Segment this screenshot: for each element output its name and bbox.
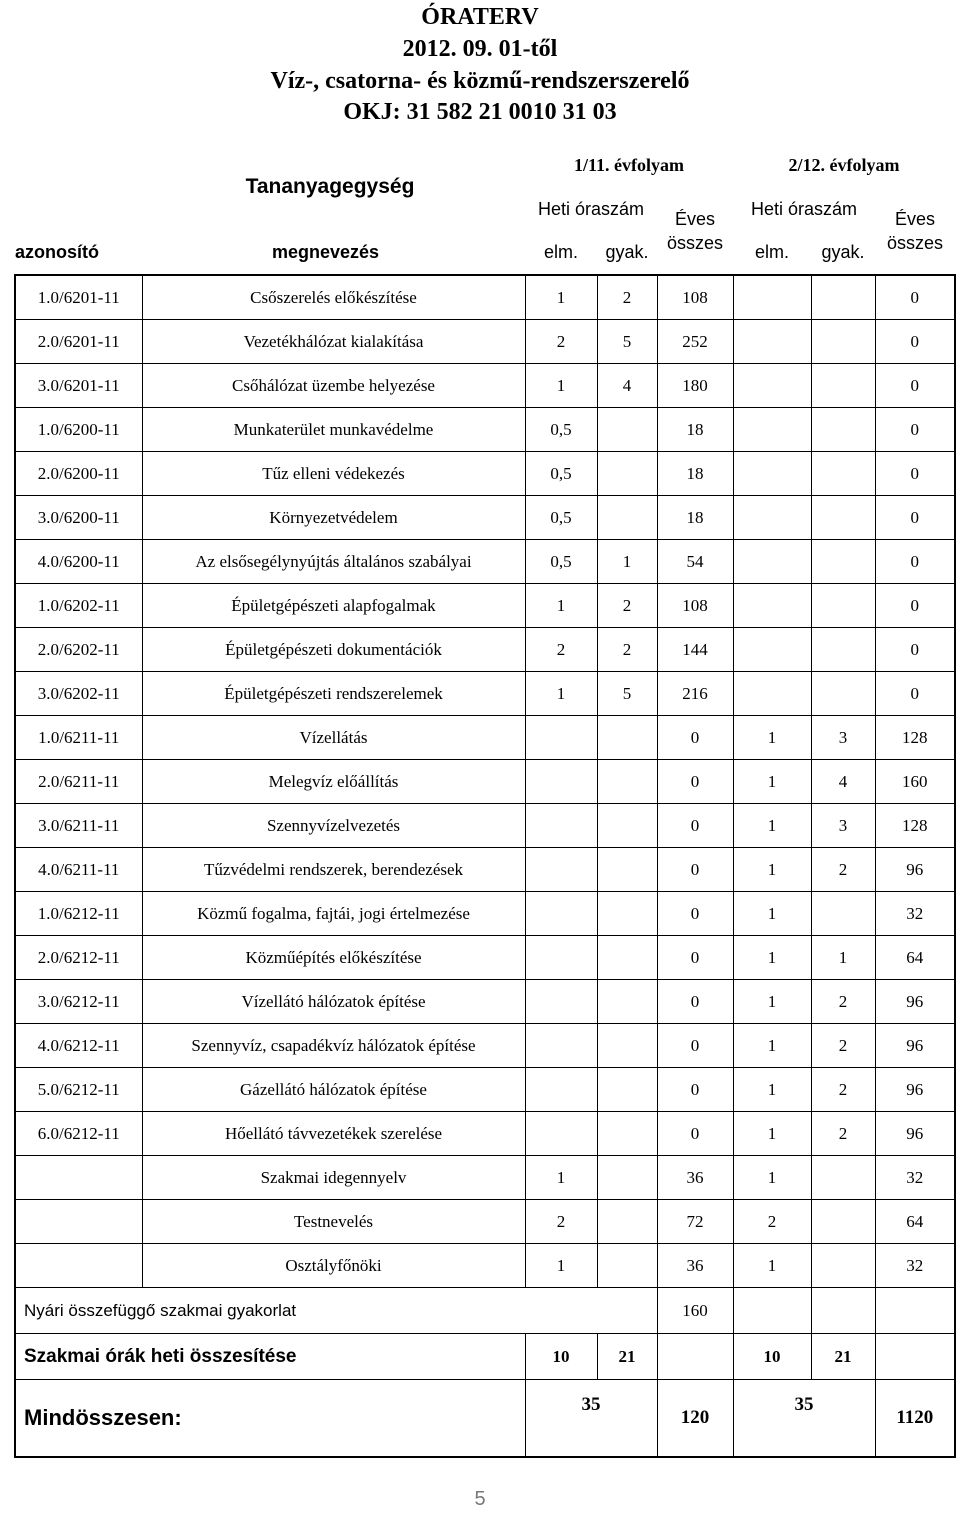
- row-elm2: [733, 320, 811, 364]
- row-gyak1: 2: [597, 628, 657, 672]
- row-gyak2: [811, 452, 875, 496]
- row-elm1: [525, 804, 597, 848]
- row-elm2: [733, 452, 811, 496]
- summer-label: Nyári összefüggő szakmai gyakorlat: [15, 1288, 657, 1334]
- row-code: 1.0/6211-11: [15, 716, 142, 760]
- header-azonosito: azonosító: [15, 231, 142, 275]
- row-eves2: 128: [875, 716, 955, 760]
- row-eves1: 0: [657, 760, 733, 804]
- row-eves2: 0: [875, 628, 955, 672]
- table-row: [15, 1200, 955, 1244]
- table-row: [15, 1068, 955, 1112]
- row-gyak2: 3: [811, 804, 875, 848]
- row-elm1: [525, 980, 597, 1024]
- row-gyak2: [811, 1156, 875, 1200]
- weekly-eves1: [657, 1334, 733, 1380]
- document-date: 2012. 09. 01-től: [402, 36, 558, 62]
- document-title: ÓRATERV: [421, 4, 539, 30]
- table-row: [15, 496, 955, 540]
- row-code: 1.0/6201-11: [15, 275, 142, 320]
- row-code: 3.0/6201-11: [15, 364, 142, 408]
- row-eves1: 0: [657, 892, 733, 936]
- row-elm1: [525, 760, 597, 804]
- row-code: 3.0/6211-11: [15, 804, 142, 848]
- total-heti2: 35: [733, 1380, 875, 1458]
- document-okj: OKJ: 31 582 21 0010 31 03: [343, 99, 617, 125]
- row-gyak2: 1: [811, 936, 875, 980]
- row-code: 4.0/6200-11: [15, 540, 142, 584]
- row-elm2: 2: [733, 1200, 811, 1244]
- row-code: 1.0/6200-11: [15, 408, 142, 452]
- row-elm1: [525, 1068, 597, 1112]
- row-gyak1: [597, 848, 657, 892]
- row-gyak2: [811, 1244, 875, 1288]
- row-name: Csőhálózat üzembe helyezése: [142, 364, 525, 408]
- row-gyak1: [597, 1200, 657, 1244]
- row-gyak1: [597, 1068, 657, 1112]
- row-eves2: 0: [875, 364, 955, 408]
- table-row: [15, 804, 955, 848]
- row-gyak2: [811, 275, 875, 320]
- row-code: 2.0/6200-11: [15, 452, 142, 496]
- row-elm1: [525, 1112, 597, 1156]
- row-elm2: [733, 364, 811, 408]
- row-name: Gázellátó hálózatok építése: [142, 1068, 525, 1112]
- row-eves1: 36: [657, 1156, 733, 1200]
- table-row: [15, 760, 955, 804]
- header-year2: 2/12. évfolyam: [788, 154, 900, 175]
- row-name: Közműépítés előkészítése: [142, 936, 525, 980]
- row-elm1: [525, 848, 597, 892]
- row-elm1: 1: [525, 584, 597, 628]
- row-eves2: 32: [875, 1244, 955, 1288]
- row-code: 5.0/6212-11: [15, 1068, 142, 1112]
- row-eves2: 32: [875, 892, 955, 936]
- row-elm2: 1: [733, 848, 811, 892]
- row-elm1: 0,5: [525, 496, 597, 540]
- table-row: [15, 320, 955, 364]
- row-code: 4.0/6211-11: [15, 848, 142, 892]
- row-gyak1: [597, 452, 657, 496]
- row-name: Közmű fogalma, fajtái, jogi értelmezése: [142, 892, 525, 936]
- header-gyak2: gyak.: [811, 231, 875, 275]
- row-eves1: 36: [657, 1244, 733, 1288]
- row-gyak2: 2: [811, 980, 875, 1024]
- row-eves2: 128: [875, 804, 955, 848]
- row-eves2: 32: [875, 1156, 955, 1200]
- row-gyak1: [597, 892, 657, 936]
- header-heti2: Heti óraszám: [751, 199, 858, 219]
- row-elm2: [733, 540, 811, 584]
- row-code: [15, 1244, 142, 1288]
- row-elm2: 1: [733, 936, 811, 980]
- row-name: Vízellátó hálózatok építése: [142, 980, 525, 1024]
- row-gyak1: [597, 760, 657, 804]
- table-row: [15, 672, 955, 716]
- row-eves2: 64: [875, 936, 955, 980]
- row-name: Melegvíz előállítás: [142, 760, 525, 804]
- row-eves2: 0: [875, 584, 955, 628]
- table-row: [15, 1244, 955, 1288]
- row-eves2: 0: [875, 540, 955, 584]
- row-gyak1: [597, 980, 657, 1024]
- row-eves1: 0: [657, 1024, 733, 1068]
- row-elm2: [733, 275, 811, 320]
- row-name: Vízellátás: [142, 716, 525, 760]
- table-row: [15, 1156, 955, 1200]
- curriculum-table: [14, 142, 956, 1458]
- row-eves1: 0: [657, 848, 733, 892]
- header-gyak1: gyak.: [597, 231, 657, 275]
- row-gyak1: 1: [597, 540, 657, 584]
- weekly-gyak1: 21: [597, 1334, 657, 1380]
- row-gyak1: [597, 1024, 657, 1068]
- row-gyak2: [811, 1200, 875, 1244]
- row-eves2: 0: [875, 672, 955, 716]
- total-heti1: 35: [525, 1380, 657, 1458]
- row-eves2: 0: [875, 452, 955, 496]
- header-megnevezes: megnevezés: [142, 231, 525, 275]
- row-eves2: 0: [875, 496, 955, 540]
- row-eves1: 108: [657, 275, 733, 320]
- table-row: [15, 628, 955, 672]
- row-elm1: [525, 716, 597, 760]
- table-row: [15, 936, 955, 980]
- row-elm2: [733, 496, 811, 540]
- document-profession: Víz-, csatorna- és közmű-rendszerszerelő: [270, 68, 690, 94]
- row-elm2: 1: [733, 804, 811, 848]
- row-gyak1: [597, 1112, 657, 1156]
- row-elm2: 1: [733, 760, 811, 804]
- row-eves1: 0: [657, 804, 733, 848]
- row-gyak2: [811, 584, 875, 628]
- row-elm2: 1: [733, 1156, 811, 1200]
- row-elm2: [733, 584, 811, 628]
- row-gyak2: [811, 320, 875, 364]
- row-eves1: 54: [657, 540, 733, 584]
- row-elm2: 1: [733, 716, 811, 760]
- row-elm2: [733, 408, 811, 452]
- row-eves1: 0: [657, 716, 733, 760]
- weekly-elm1: 10: [525, 1334, 597, 1380]
- row-gyak1: [597, 1244, 657, 1288]
- table-row: [15, 364, 955, 408]
- row-eves2: 0: [875, 275, 955, 320]
- row-gyak1: [597, 936, 657, 980]
- row-code: 2.0/6211-11: [15, 760, 142, 804]
- row-gyak2: [811, 628, 875, 672]
- row-eves2: 0: [875, 408, 955, 452]
- row-elm2: [733, 672, 811, 716]
- header-elm1: elm.: [525, 231, 597, 275]
- table-row: [15, 584, 955, 628]
- row-code: 2.0/6212-11: [15, 936, 142, 980]
- row-gyak2: 2: [811, 848, 875, 892]
- row-elm1: 0,5: [525, 452, 597, 496]
- row-gyak2: 2: [811, 1112, 875, 1156]
- row-eves1: 252: [657, 320, 733, 364]
- header-eves2: Éves összes: [887, 209, 944, 253]
- row-elm1: 1: [525, 672, 597, 716]
- table-row: [15, 540, 955, 584]
- row-gyak1: [597, 1156, 657, 1200]
- row-name: Hőellátó távvezetékek szerelése: [142, 1112, 525, 1156]
- row-gyak2: 2: [811, 1068, 875, 1112]
- row-name: Munkaterület munkavédelme: [142, 408, 525, 452]
- row-eves1: 18: [657, 408, 733, 452]
- row-elm1: [525, 892, 597, 936]
- row-name: Tűzvédelmi rendszerek, berendezések: [142, 848, 525, 892]
- row-elm1: 2: [525, 628, 597, 672]
- row-name: Osztályfőnöki: [142, 1244, 525, 1288]
- table-row: [15, 452, 955, 496]
- row-code: 4.0/6212-11: [15, 1024, 142, 1068]
- row-name: Környezetvédelem: [142, 496, 525, 540]
- row-gyak2: 2: [811, 1024, 875, 1068]
- row-name: Csőszerelés előkészítése: [142, 275, 525, 320]
- total-label: Mindösszesen:: [15, 1380, 525, 1458]
- table-row: [15, 848, 955, 892]
- row-code: 2.0/6202-11: [15, 628, 142, 672]
- row-elm1: 0,5: [525, 408, 597, 452]
- weekly-elm2: 10: [733, 1334, 811, 1380]
- table-row: [15, 408, 955, 452]
- row-gyak1: 4: [597, 364, 657, 408]
- row-gyak2: 3: [811, 716, 875, 760]
- row-code: 6.0/6212-11: [15, 1112, 142, 1156]
- row-eves2: 160: [875, 760, 955, 804]
- row-elm1: 2: [525, 320, 597, 364]
- row-eves1: 180: [657, 364, 733, 408]
- row-gyak2: [811, 892, 875, 936]
- table-row: [15, 980, 955, 1024]
- row-elm1: 0,5: [525, 540, 597, 584]
- summer-elm2: [733, 1288, 811, 1334]
- row-elm2: 1: [733, 980, 811, 1024]
- row-gyak1: 5: [597, 320, 657, 364]
- row-gyak1: 2: [597, 275, 657, 320]
- row-code: [15, 1200, 142, 1244]
- header-eves1: Éves összes: [667, 209, 724, 253]
- table-row: [15, 892, 955, 936]
- row-code: [15, 1156, 142, 1200]
- row-elm1: 1: [525, 275, 597, 320]
- table-row: [15, 275, 955, 320]
- row-eves1: 0: [657, 1068, 733, 1112]
- row-eves2: 0: [875, 320, 955, 364]
- row-elm2: 1: [733, 1112, 811, 1156]
- row-eves1: 72: [657, 1200, 733, 1244]
- total-eves2: 1120: [875, 1380, 955, 1458]
- row-eves1: 0: [657, 980, 733, 1024]
- row-gyak1: [597, 496, 657, 540]
- row-eves1: 0: [657, 1112, 733, 1156]
- row-elm2: 1: [733, 1244, 811, 1288]
- row-elm1: 2: [525, 1200, 597, 1244]
- row-elm2: 1: [733, 1024, 811, 1068]
- row-code: 2.0/6201-11: [15, 320, 142, 364]
- weekly-label: Szakmai órák heti összesítése: [15, 1334, 525, 1380]
- row-code: 3.0/6200-11: [15, 496, 142, 540]
- row-name: Vezetékhálózat kialakítása: [142, 320, 525, 364]
- row-gyak1: [597, 408, 657, 452]
- row-elm1: 1: [525, 1244, 597, 1288]
- row-name: Épületgépészeti rendszerelemek: [142, 672, 525, 716]
- curriculum-rows: [15, 275, 955, 1288]
- table-row: [15, 1024, 955, 1068]
- row-name: Az elsősegélynyújtás általános szabályai: [142, 540, 525, 584]
- row-name: Szennyvíz, csapadékvíz hálózatok építése: [142, 1024, 525, 1068]
- row-gyak2: [811, 364, 875, 408]
- row-elm1: [525, 1024, 597, 1068]
- row-eves1: 18: [657, 452, 733, 496]
- summer-eves2: [875, 1288, 955, 1334]
- row-eves2: 96: [875, 1112, 955, 1156]
- row-elm1: 1: [525, 1156, 597, 1200]
- row-code: 3.0/6212-11: [15, 980, 142, 1024]
- row-eves2: 96: [875, 1024, 955, 1068]
- row-gyak1: 2: [597, 584, 657, 628]
- summer-eves1: 160: [657, 1288, 733, 1334]
- row-elm2: 1: [733, 892, 811, 936]
- page-number: 5: [474, 1488, 486, 1510]
- header-tananyagegyseg: Tananyagegység: [245, 174, 415, 198]
- row-gyak2: [811, 540, 875, 584]
- row-gyak2: [811, 408, 875, 452]
- row-code: 3.0/6202-11: [15, 672, 142, 716]
- row-eves1: 216: [657, 672, 733, 716]
- row-name: Szennyvízelvezetés: [142, 804, 525, 848]
- row-eves1: 0: [657, 936, 733, 980]
- row-eves1: 108: [657, 584, 733, 628]
- row-code: 1.0/6212-11: [15, 892, 142, 936]
- summer-gyak2: [811, 1288, 875, 1334]
- total-row: [15, 1380, 955, 1458]
- row-gyak2: [811, 496, 875, 540]
- total-eves1: 120: [657, 1380, 733, 1458]
- weekly-gyak2: 21: [811, 1334, 875, 1380]
- row-gyak2: [811, 672, 875, 716]
- row-gyak2: 4: [811, 760, 875, 804]
- row-name: Épületgépészeti dokumentációk: [142, 628, 525, 672]
- row-eves1: 144: [657, 628, 733, 672]
- row-name: Tűz elleni védekezés: [142, 452, 525, 496]
- row-eves2: 64: [875, 1200, 955, 1244]
- row-elm1: 1: [525, 364, 597, 408]
- row-gyak1: [597, 716, 657, 760]
- row-name: Szakmai idegennyelv: [142, 1156, 525, 1200]
- header-elm2: elm.: [733, 231, 811, 275]
- weekly-eves2: [875, 1334, 955, 1380]
- table-row: [15, 1112, 955, 1156]
- header-year1: 1/11. évfolyam: [574, 154, 685, 175]
- row-gyak1: [597, 804, 657, 848]
- row-eves2: 96: [875, 848, 955, 892]
- row-eves1: 18: [657, 496, 733, 540]
- row-name: Testnevelés: [142, 1200, 525, 1244]
- header-heti1: Heti óraszám: [537, 199, 645, 219]
- row-name: Épületgépészeti alapfogalmak: [142, 584, 525, 628]
- row-eves2: 96: [875, 980, 955, 1024]
- table-row: [15, 716, 955, 760]
- row-elm2: [733, 628, 811, 672]
- row-elm1: [525, 936, 597, 980]
- row-elm2: 1: [733, 1068, 811, 1112]
- row-gyak1: 5: [597, 672, 657, 716]
- row-code: 1.0/6202-11: [15, 584, 142, 628]
- row-eves2: 96: [875, 1068, 955, 1112]
